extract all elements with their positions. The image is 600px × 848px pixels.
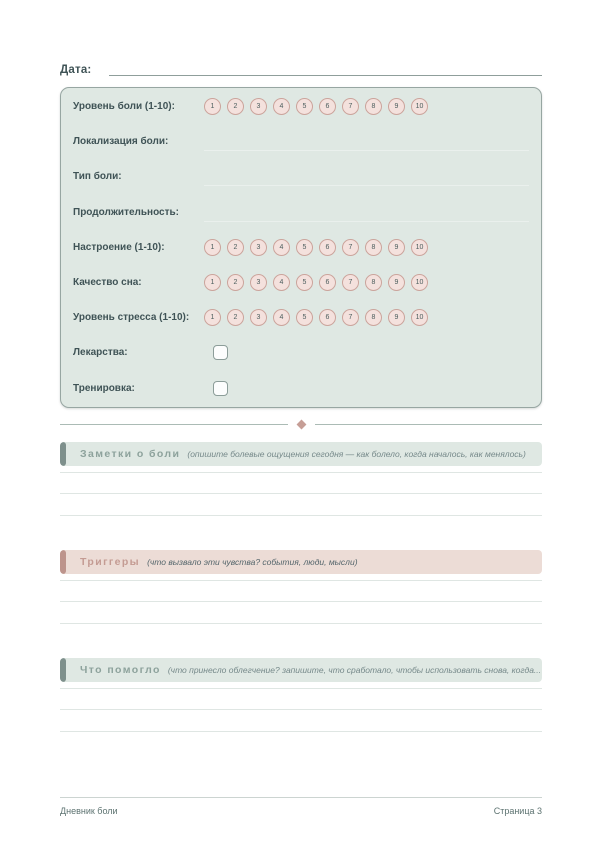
scale-option-pain-level-10[interactable]: 10: [411, 98, 428, 115]
field-label-exercise: Тренировка:: [73, 382, 135, 394]
field-label-pain-type: Тип боли:: [73, 171, 122, 183]
writing-lines: [60, 466, 542, 516]
scale-option-stress-level-1[interactable]: 1: [204, 309, 221, 326]
section-triggers: [60, 550, 542, 624]
scale-option-mood-2[interactable]: 2: [227, 239, 244, 256]
ruled-line: [60, 574, 542, 581]
field-label-medications: Лекарства:: [73, 347, 128, 359]
rating-scale-sleep-quality: [204, 274, 428, 291]
scale-option-pain-level-2[interactable]: 2: [227, 98, 244, 115]
section-accent-bar: [60, 442, 66, 466]
scale-option-sleep-quality-2[interactable]: 2: [227, 274, 244, 291]
scale-option-sleep-quality-9[interactable]: 9: [388, 274, 405, 291]
section-pain-notes: [60, 442, 542, 516]
scale-option-stress-level-2[interactable]: 2: [227, 309, 244, 326]
section-accent-bar: [60, 658, 66, 682]
scale-option-pain-level-4[interactable]: 4: [273, 98, 290, 115]
card-row-medications: [73, 335, 529, 370]
section-title: Заметки о боли: [80, 447, 181, 460]
footer-title: Дневник боли: [60, 806, 118, 816]
scale-option-pain-level-3[interactable]: 3: [250, 98, 267, 115]
scale-option-mood-6[interactable]: 6: [319, 239, 336, 256]
date-label: Дата:: [60, 64, 92, 76]
field-label-stress-level: Уровень стресса (1-10):: [73, 312, 190, 324]
rating-scale-pain-level: [204, 98, 428, 115]
section-accent-bar: [60, 550, 66, 574]
ruled-line: [60, 689, 542, 711]
field-label-mood: Настроение (1-10):: [73, 241, 165, 253]
daily-metrics-card: [60, 87, 542, 408]
date-input-line[interactable]: [109, 61, 542, 76]
text-input-line-pain-location[interactable]: [204, 124, 529, 151]
scale-option-mood-8[interactable]: 8: [365, 239, 382, 256]
writing-lines: [60, 682, 542, 732]
scale-option-stress-level-10[interactable]: 10: [411, 309, 428, 326]
text-input-line-duration[interactable]: [204, 195, 529, 222]
field-label-sleep-quality: Качество сна:: [73, 277, 142, 289]
field-label-duration: Продолжительность:: [73, 206, 179, 218]
scale-option-sleep-quality-1[interactable]: 1: [204, 274, 221, 291]
scale-option-mood-1[interactable]: 1: [204, 239, 221, 256]
scale-option-sleep-quality-5[interactable]: 5: [296, 274, 313, 291]
scale-option-sleep-quality-6[interactable]: 6: [319, 274, 336, 291]
card-row-duration: [73, 195, 529, 230]
page-footer: [60, 797, 542, 816]
section-title: Триггеры: [80, 555, 141, 568]
ruled-line: [60, 710, 542, 732]
scale-option-sleep-quality-4[interactable]: 4: [273, 274, 290, 291]
scale-option-pain-level-7[interactable]: 7: [342, 98, 359, 115]
divider-line: [60, 424, 288, 425]
scale-option-mood-3[interactable]: 3: [250, 239, 267, 256]
ruled-line: [60, 682, 542, 689]
diamond-icon: [296, 419, 306, 429]
scale-option-stress-level-3[interactable]: 3: [250, 309, 267, 326]
ruled-line: [60, 602, 542, 624]
scale-option-pain-level-8[interactable]: 8: [365, 98, 382, 115]
ruled-line: [60, 581, 542, 603]
section-note: (что принесло облегчение? запишите, что сработало, чтобы использовать снова, когда...: [167, 664, 542, 675]
section-note: (опишите болевые ощущения сегодня — как болело, когда началось, как менялось): [187, 448, 526, 459]
field-label-pain-location: Локализация боли:: [73, 136, 169, 148]
page-number: Страница 3: [493, 806, 542, 816]
scale-option-pain-level-9[interactable]: 9: [388, 98, 405, 115]
scale-option-pain-level-6[interactable]: 6: [319, 98, 336, 115]
field-label-pain-level: Уровень боли (1-10):: [73, 101, 175, 113]
scale-option-pain-level-1[interactable]: 1: [204, 98, 221, 115]
scale-option-mood-10[interactable]: 10: [411, 239, 428, 256]
scale-option-mood-5[interactable]: 5: [296, 239, 313, 256]
section-header-triggers: [60, 550, 542, 574]
scale-option-sleep-quality-3[interactable]: 3: [250, 274, 267, 291]
checkbox-exercise[interactable]: [213, 381, 228, 396]
section-note: (что вызвало эти чувства? события, люди, мысли): [147, 556, 358, 567]
divider-line: [315, 424, 543, 425]
scale-option-stress-level-7[interactable]: 7: [342, 309, 359, 326]
ruled-line: [60, 466, 542, 473]
card-row-pain-type: [73, 159, 529, 194]
scale-option-stress-level-4[interactable]: 4: [273, 309, 290, 326]
scale-option-sleep-quality-10[interactable]: 10: [411, 274, 428, 291]
rating-scale-mood: [204, 239, 428, 256]
scale-option-stress-level-6[interactable]: 6: [319, 309, 336, 326]
scale-option-stress-level-8[interactable]: 8: [365, 309, 382, 326]
scale-option-mood-7[interactable]: 7: [342, 239, 359, 256]
writing-lines: [60, 574, 542, 624]
section-header-pain-notes: [60, 442, 542, 466]
section-divider: [60, 420, 542, 429]
notes-sections: [60, 442, 542, 732]
section-header-what-helped: [60, 658, 542, 682]
scale-option-stress-level-5[interactable]: 5: [296, 309, 313, 326]
section-title: Что помогло: [80, 663, 161, 676]
scale-option-sleep-quality-7[interactable]: 7: [342, 274, 359, 291]
section-what-helped: [60, 658, 542, 732]
card-row-sleep-quality: [73, 265, 529, 300]
rating-scale-stress-level: [204, 309, 428, 326]
text-input-line-pain-type[interactable]: [204, 159, 529, 186]
card-row-pain-level: [73, 89, 529, 124]
scale-option-mood-4[interactable]: 4: [273, 239, 290, 256]
ruled-line: [60, 494, 542, 516]
card-row-mood: [73, 230, 529, 265]
scale-option-sleep-quality-8[interactable]: 8: [365, 274, 382, 291]
checkbox-medications[interactable]: [213, 345, 228, 360]
scale-option-mood-9[interactable]: 9: [388, 239, 405, 256]
card-row-stress-level: [73, 300, 529, 335]
card-row-exercise: [73, 371, 529, 406]
scale-option-pain-level-5[interactable]: 5: [296, 98, 313, 115]
ruled-line: [60, 473, 542, 495]
date-row: [60, 57, 542, 76]
scale-option-stress-level-9[interactable]: 9: [388, 309, 405, 326]
card-row-pain-location: [73, 124, 529, 159]
